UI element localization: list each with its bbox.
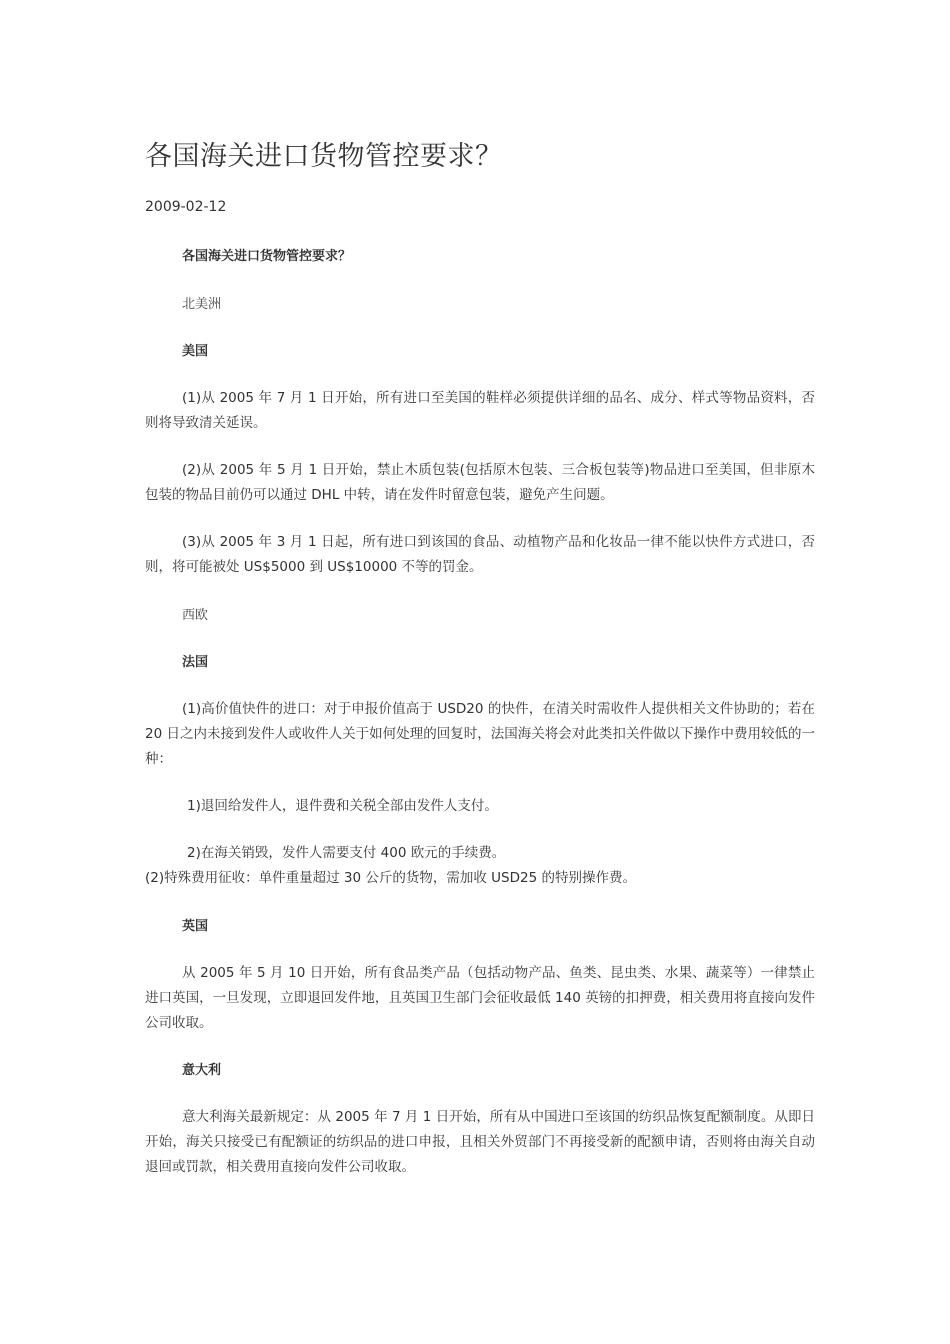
region-western-europe: 西欧 xyxy=(182,608,209,623)
usa-paragraph-3: (3)从 2005 年 3 月 1 日起，所有进口到该国的食品、动植物产品和化妆品一律不能以快件方式进口，否则，将可能被处 US$5000 到 US$10000 不等的罚金。 xyxy=(145,534,815,575)
publish-date: 2009-02-12 xyxy=(145,199,227,215)
italy-paragraph-1: 意大利海关最新规定：从 2005 年 7 月 1 日开始，所有从中国进口至该国的纺织品恢复配额制度。从即日开始，海关只接受已有配额证的纺织品的进口申报，且相关外贸部门不再接受新的配额申请，否则将由海关自动退回或罚款，相关费用直接向发件公司收取。 xyxy=(145,1109,815,1175)
country-heading-usa: 美国 xyxy=(182,344,209,359)
page-title: 各国海关进口货物管控要求？ xyxy=(145,141,503,172)
france-paragraph-1: (1)高价值快件的进口：对于申报价值高于 USD20 的快件，在清关时需收件人提供相关文件协助的；若在 20 日之内未接到发件人或收件人关于如何处理的回复时，法国海关将会对此类扣关件做以下操作中费用较低的一种： xyxy=(145,701,815,767)
country-heading-italy: 意大利 xyxy=(182,1063,222,1078)
country-heading-france: 法国 xyxy=(182,655,209,670)
article-subtitle: 各国海关进口货物管控要求？ xyxy=(182,249,352,264)
uk-paragraph-1: 从 2005 年 5 月 10 日开始，所有食品类产品（包括动物产品、鱼类、昆虫类、水果、蔬菜等）一律禁止进口英国，一旦发现，立即退回发件地，且英国卫生部门会征收最低 140 英镑的扣押费，相关费用将直接向发件公司收取。 xyxy=(145,965,815,1031)
region-north-america: 北美洲 xyxy=(182,297,222,312)
france-paragraph-2: (2)特殊费用征收：单件重量超过 30 公斤的货物，需加收 USD25 的特别操作费。 xyxy=(145,870,636,886)
france-list-item-2: 2)在海关销毁，发件人需要支付 400 欧元的手续费。 xyxy=(187,845,506,861)
france-list-item-1: 1)退回给发件人，退件费和关税全部由发件人支付。 xyxy=(187,798,498,814)
usa-paragraph-2: (2)从 2005 年 5 月 1 日开始，禁止木质包装(包括原木包装、三合板包装等)物品进口至美国，但非原木包装的物品目前仍可以通过 DHL 中转，请在发件时留意包装，避免产生问题。 xyxy=(145,462,815,503)
country-heading-uk: 英国 xyxy=(182,919,209,934)
usa-paragraph-1: (1)从 2005 年 7 月 1 日开始，所有进口至美国的鞋样必须提供详细的品名、成分、样式等物品资料，否则将导致清关延误。 xyxy=(145,390,815,431)
